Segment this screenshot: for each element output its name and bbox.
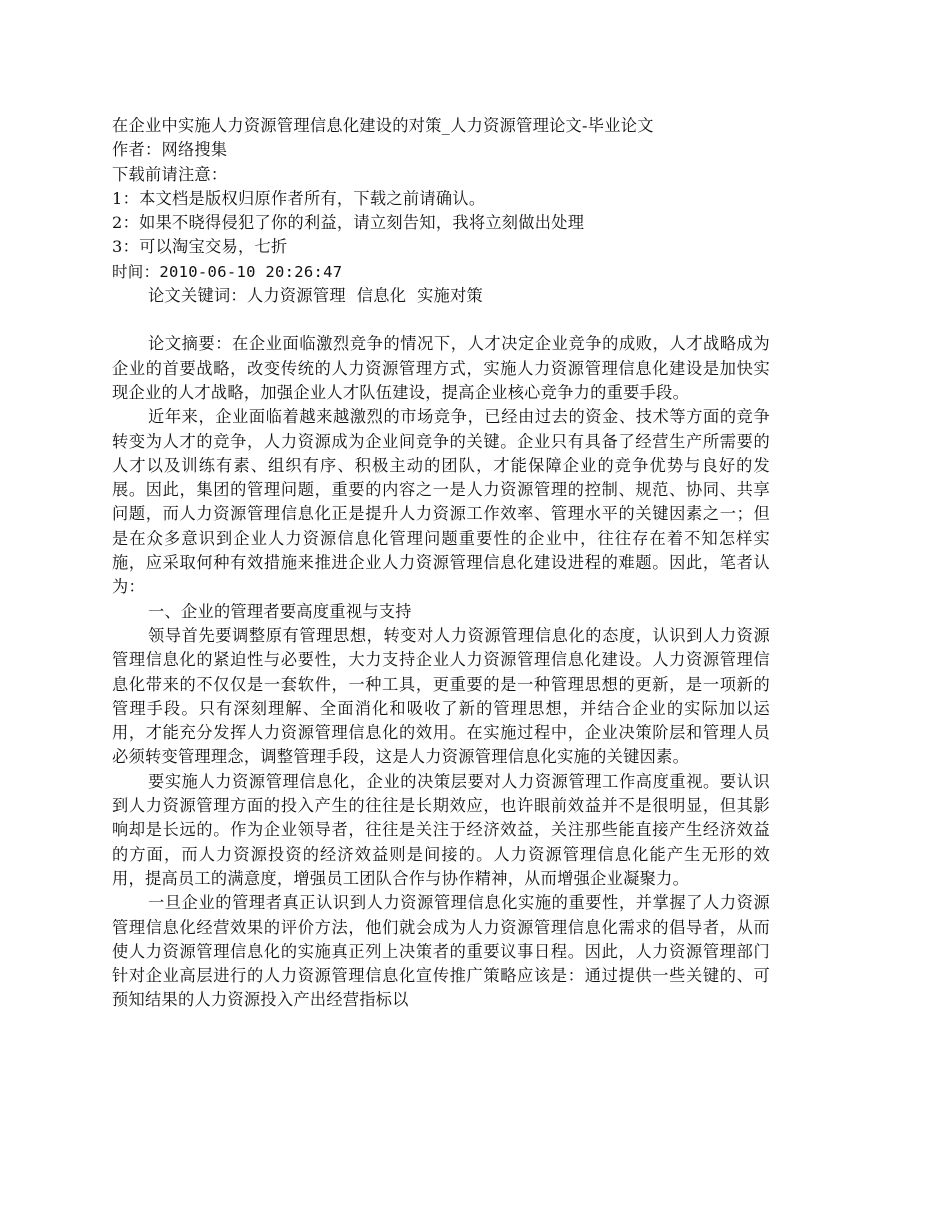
notice-item-3: 3：可以淘宝交易，七折	[112, 237, 288, 257]
intro-paragraph: 近年来，企业面临着越来越激烈的市场竞争，已经由过去的资金、技术等方面的竞争转变为人才的竞争，人力资源成为企业间竞争的关键。企业只有具备了经营生产所需要的人才以及训练有素、组织有序、积极主动的团队，才能保障企业的竞争优势与良好的发展。因此，集团的管理问题，重要的内容之一是人力资源管理的控制、规范、协同、共享问题，而人力资源管理信息化正是提升人力资源工作效率、管理水平的关键因素之一；但是在众多意识到企业人力资源信息化管理问题重要性的企业中，往往存在着不知怎样实施，应采取何种有效措施来推进企业人力资源管理信息化建设进程的难题。因此，笔者认为：	[112, 407, 770, 597]
section1-paragraph-2: 要实施人力资源管理信息化，企业的决策层要对人力资源管理工作高度重视。要认识到人力资源管理方面的投入产生的往往是长期效应，也许眼前效益并不是很明显，但其影响却是长远的。作为企业领导者，往往是关注于经济效益，关注那些能直接产生经济效益的方面，而人力资源投资的经济效益则是间接的。人力资源管理信息化能产生无形的效用，提高员工的满意度，增强员工团队合作与协作精神，从而增强企业凝聚力。	[112, 771, 770, 888]
author-line: 作者：网络搜集	[112, 140, 228, 160]
keywords-line: 论文关键词：人力资源管理 信息化 实施对策	[148, 286, 484, 306]
abstract-paragraph: 论文摘要：在企业面临激烈竞争的情况下，人才决定企业竞争的成败，人才战略成为企业的首要战略，改变传统的人力资源管理方式，实施人力资源管理信息化建设是加快实现企业的人才战略，加强企业人才队伍建设，提高企业核心竞争力的重要手段。	[112, 334, 770, 402]
document-title: 在企业中实施人力资源管理信息化建设的对策_人力资源管理论文-毕业论文	[112, 116, 654, 135]
section1-paragraph-3: 一旦企业的管理者真正认识到人力资源管理信息化实施的重要性，并掌握了人力资源管理信息化经营效果的评价方法，他们就会成为人力资源管理信息化需求的倡导者，从而使人力资源管理信息化的实施真正列上决策者的重要议事日程。因此，人力资源管理部门针对企业高层进行的人力资源管理信息化宣传推广策略应该是：通过提供一些关键的、可预知结果的人力资源投入产出经营指标以	[112, 893, 770, 1010]
document-page	[112, 114, 770, 1013]
timestamp-line: 时间：2010-06-10 20:26:47	[112, 262, 343, 281]
section1-paragraph-1: 领导首先要调整原有管理思想，转变对人力资源管理信息化的态度，认识到人力资源管理信息化的紧迫性与必要性，大力支持企业人力资源管理信息化建设。人力资源管理信息化带来的不仅仅是一套软件，一种工具，更重要的是一种管理思想的更新，是一项新的管理手段。只有深刻理解、全面消化和吸收了新的管理思想，并结合企业的实际加以运用，才能充分发挥人力资源管理信息化的效用。在实施过程中，企业决策阶层和管理人员必须转变管理理念，调整管理手段，这是人力资源管理信息化实施的关键因素。	[112, 625, 770, 767]
blank-line	[112, 308, 770, 332]
notice-heading: 下载前请注意：	[112, 164, 228, 184]
notice-item-1: 1：本文档是版权归原作者所有，下载之前请确认。	[112, 188, 486, 208]
section-heading-1: 一、企业的管理者要高度重视与支持	[148, 601, 412, 621]
notice-item-2: 2：如果不晓得侵犯了你的利益，请立刻告知，我将立刻做出处理	[112, 213, 585, 233]
